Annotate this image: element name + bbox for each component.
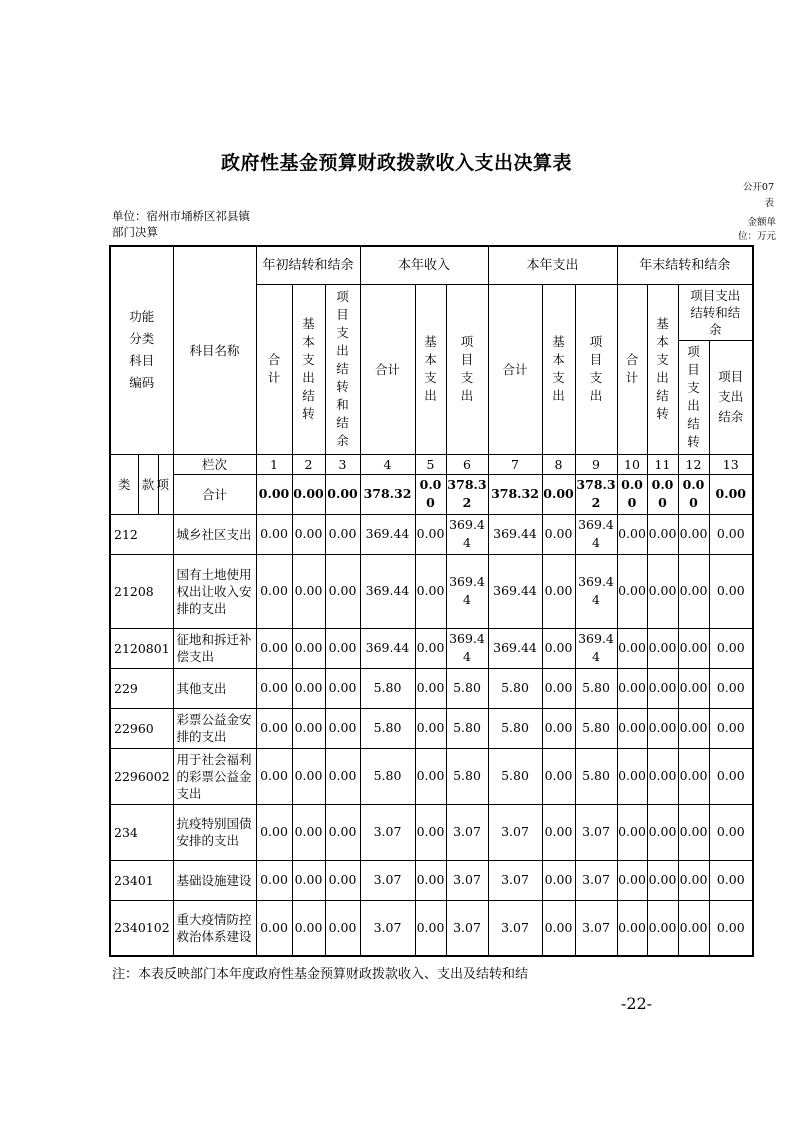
row-value: 0.00 — [325, 668, 360, 708]
row-value: 3.07 — [360, 860, 415, 900]
h-exp-basic: 基本支出 — [542, 284, 575, 454]
col-num: 11 — [647, 454, 678, 474]
row-value: 3.07 — [575, 804, 617, 860]
col-num: 6 — [446, 454, 488, 474]
budget-table — [109, 245, 754, 957]
row-value: 5.80 — [488, 708, 542, 748]
row-value: 5.80 — [360, 748, 415, 804]
row-value: 0.00 — [325, 900, 360, 956]
row-value: 0.00 — [617, 900, 647, 956]
total-cell: 0.00 — [542, 474, 575, 514]
h-begin-basic: 基本支出结转 — [292, 284, 325, 454]
row-value: 5.80 — [488, 668, 542, 708]
page-number: -22- — [620, 994, 653, 1013]
row-value: 0.00 — [292, 628, 325, 668]
row-value: 0.00 — [415, 900, 446, 956]
row-value: 0.00 — [709, 628, 753, 668]
row-value: 0.00 — [325, 628, 360, 668]
row-value: 0.00 — [678, 514, 709, 554]
document-title: 政府性基金预算财政拨款收入支出决算表 — [220, 152, 572, 174]
total-cell: 0.00 — [325, 474, 360, 514]
header-group-begin: 年初结转和结余 — [256, 246, 360, 284]
h-begin-proj: 项目支出结转和结余 — [325, 284, 360, 454]
row-value: 3.07 — [488, 900, 542, 956]
row-value: 5.80 — [446, 668, 488, 708]
row-value: 0.00 — [678, 748, 709, 804]
h-income-basic: 基本支出 — [415, 284, 446, 454]
row-value: 0.00 — [617, 708, 647, 748]
row-name: 城乡社区支出 — [173, 514, 256, 554]
row-value: 0.00 — [256, 900, 292, 956]
h-end-proj-carry: 项目支出结转 — [678, 340, 709, 454]
total-label: 合计 — [173, 474, 256, 514]
row-value: 0.00 — [617, 554, 647, 628]
h-end-total: 合计 — [617, 284, 647, 454]
table-body — [110, 514, 753, 956]
row-value: 0.00 — [292, 860, 325, 900]
row-value: 0.00 — [292, 708, 325, 748]
row-value: 0.00 — [709, 668, 753, 708]
row-value: 0.00 — [542, 860, 575, 900]
table-row — [110, 900, 753, 956]
row-value: 0.00 — [617, 804, 647, 860]
row-value: 0.00 — [542, 628, 575, 668]
h-begin-total: 合计 — [256, 284, 292, 454]
row-value: 0.00 — [325, 748, 360, 804]
row-value: 369.44 — [488, 514, 542, 554]
row-value: 0.00 — [678, 708, 709, 748]
h-end-basic: 基本支出结转 — [647, 284, 678, 454]
row-value: 0.00 — [709, 554, 753, 628]
row-code: 234 — [110, 804, 173, 860]
col-num: 12 — [678, 454, 709, 474]
total-cell: 0.00 — [292, 474, 325, 514]
h-end-proj-group: 项目支出结转和结余 — [678, 284, 753, 340]
header-name: 科目名称 — [173, 246, 256, 454]
row-value: 0.00 — [415, 804, 446, 860]
h-income-total: 合计 — [360, 284, 415, 454]
row-value: 0.00 — [292, 668, 325, 708]
row-value: 0.00 — [256, 804, 292, 860]
row-value: 3.07 — [575, 900, 617, 956]
footnote: 注：本表反映部门本年度政府性基金预算财政拨款收入、支出及结转和结 — [112, 967, 529, 982]
row-value: 3.07 — [360, 804, 415, 860]
row-value: 0.00 — [709, 748, 753, 804]
row-value: 369.44 — [360, 514, 415, 554]
row-value: 5.80 — [446, 748, 488, 804]
row-value: 3.07 — [488, 804, 542, 860]
row-value: 5.80 — [575, 748, 617, 804]
row-value: 5.80 — [575, 668, 617, 708]
row-value: 0.00 — [647, 708, 678, 748]
row-value: 0.00 — [647, 748, 678, 804]
row-value: 0.00 — [256, 748, 292, 804]
row-value: 3.07 — [446, 804, 488, 860]
col-num: 13 — [709, 454, 753, 474]
total-row — [110, 474, 753, 514]
total-cell: 0.00 — [709, 474, 753, 514]
row-value: 0.00 — [617, 514, 647, 554]
row-value: 0.00 — [709, 514, 753, 554]
row-value: 0.00 — [256, 668, 292, 708]
row-value: 0.00 — [292, 900, 325, 956]
row-value: 0.00 — [647, 900, 678, 956]
row-code: 212 — [110, 514, 173, 554]
row-value: 5.80 — [360, 668, 415, 708]
row-value: 0.00 — [542, 708, 575, 748]
header-lei: 类 — [110, 454, 138, 514]
row-value: 0.00 — [678, 628, 709, 668]
row-value: 0.00 — [678, 860, 709, 900]
row-value: 3.07 — [446, 900, 488, 956]
header-xiang: 项 — [158, 454, 173, 514]
total-cell: 378.32 — [488, 474, 542, 514]
col-num: 5 — [415, 454, 446, 474]
row-code: 22960 — [110, 708, 173, 748]
row-value: 0.00 — [325, 804, 360, 860]
money-unit: 金额单 位：万元 — [737, 217, 776, 242]
row-value: 0.00 — [415, 668, 446, 708]
row-code: 23401 — [110, 860, 173, 900]
table-row — [110, 668, 753, 708]
table-row — [110, 554, 753, 628]
row-value: 0.00 — [647, 668, 678, 708]
total-cell: 378.32 — [446, 474, 488, 514]
row-value: 369.44 — [488, 554, 542, 628]
total-cell: 0.00 — [678, 474, 709, 514]
row-value: 0.00 — [542, 804, 575, 860]
row-code: 2296002 — [110, 748, 173, 804]
row-value: 0.00 — [542, 900, 575, 956]
row-name: 抗疫特别国债安排的支出 — [173, 804, 256, 860]
row-value: 3.07 — [488, 860, 542, 900]
row-value: 0.00 — [647, 554, 678, 628]
row-code: 2120801 — [110, 628, 173, 668]
row-value: 0.00 — [325, 708, 360, 748]
row-value: 0.00 — [256, 514, 292, 554]
row-value: 0.00 — [292, 748, 325, 804]
row-code: 2340102 — [110, 900, 173, 956]
row-value: 0.00 — [256, 708, 292, 748]
row-value: 0.00 — [256, 554, 292, 628]
header-group-income: 本年收入 — [360, 246, 488, 284]
row-value: 3.07 — [446, 860, 488, 900]
row-value: 0.00 — [325, 514, 360, 554]
total-cell: 0.00 — [256, 474, 292, 514]
row-value: 0.00 — [709, 900, 753, 956]
total-cell: 0.00 — [415, 474, 446, 514]
col-num: 4 — [360, 454, 415, 474]
row-value: 0.00 — [256, 860, 292, 900]
header-kuan: 款 — [138, 454, 158, 514]
row-value: 0.00 — [542, 668, 575, 708]
h-end-proj-bal: 项目支出结余 — [709, 340, 753, 454]
row-value: 0.00 — [415, 860, 446, 900]
col-num: 7 — [488, 454, 542, 474]
row-value: 369.44 — [446, 554, 488, 628]
lanci-label: 栏次 — [173, 454, 256, 474]
row-name: 其他支出 — [173, 668, 256, 708]
total-cell: 378.32 — [360, 474, 415, 514]
header-group-expense: 本年支出 — [488, 246, 617, 284]
row-value: 369.44 — [360, 554, 415, 628]
row-value: 0.00 — [709, 804, 753, 860]
row-value: 0.00 — [647, 514, 678, 554]
row-value: 0.00 — [617, 860, 647, 900]
row-value: 3.07 — [575, 860, 617, 900]
row-value: 5.80 — [360, 708, 415, 748]
row-value: 0.00 — [617, 628, 647, 668]
row-name: 彩票公益金安排的支出 — [173, 708, 256, 748]
table-row — [110, 514, 753, 554]
col-num: 3 — [325, 454, 360, 474]
row-name: 征地和拆迁补偿支出 — [173, 628, 256, 668]
row-value: 0.00 — [617, 668, 647, 708]
row-value: 369.44 — [360, 628, 415, 668]
row-value: 5.80 — [446, 708, 488, 748]
row-value: 0.00 — [542, 748, 575, 804]
row-value: 369.44 — [488, 628, 542, 668]
table-row — [110, 804, 753, 860]
row-value: 0.00 — [292, 804, 325, 860]
total-cell: 378.32 — [575, 474, 617, 514]
row-value: 369.44 — [446, 514, 488, 554]
total-cell: 0.00 — [617, 474, 647, 514]
row-value: 0.00 — [678, 668, 709, 708]
row-value: 5.80 — [575, 708, 617, 748]
row-value: 0.00 — [678, 900, 709, 956]
col-num: 10 — [617, 454, 647, 474]
header-func-code: 功能分类科目编码 — [110, 246, 173, 454]
row-value: 0.00 — [647, 804, 678, 860]
row-value: 0.00 — [325, 860, 360, 900]
row-value: 0.00 — [709, 860, 753, 900]
h-exp-proj: 项目支出 — [575, 284, 617, 454]
col-num: 1 — [256, 454, 292, 474]
row-name: 重大疫情防控救治体系建设 — [173, 900, 256, 956]
col-num: 8 — [542, 454, 575, 474]
row-value: 0.00 — [678, 804, 709, 860]
row-value: 369.44 — [446, 628, 488, 668]
row-value: 0.00 — [256, 628, 292, 668]
row-name: 国有土地使用权出让收入安排的支出 — [173, 554, 256, 628]
row-value: 0.00 — [647, 628, 678, 668]
row-value: 0.00 — [709, 708, 753, 748]
table-row — [110, 748, 753, 804]
row-value: 369.44 — [575, 514, 617, 554]
row-value: 0.00 — [617, 748, 647, 804]
table-row — [110, 708, 753, 748]
row-value: 0.00 — [678, 554, 709, 628]
col-num: 9 — [575, 454, 617, 474]
row-value: 0.00 — [647, 860, 678, 900]
row-value: 0.00 — [542, 554, 575, 628]
row-value: 5.80 — [488, 748, 542, 804]
row-name: 基础设施建设 — [173, 860, 256, 900]
total-cell: 0.00 — [647, 474, 678, 514]
unit-label: 单位：宿州市埇桥区祁县镇部门决算 — [112, 209, 250, 239]
h-exp-total: 合计 — [488, 284, 542, 454]
row-value: 369.44 — [575, 628, 617, 668]
row-name: 用于社会福利的彩票公益金支出 — [173, 748, 256, 804]
row-value: 0.00 — [325, 554, 360, 628]
row-value: 0.00 — [542, 514, 575, 554]
row-code: 21208 — [110, 554, 173, 628]
row-value: 0.00 — [292, 554, 325, 628]
row-value: 0.00 — [415, 514, 446, 554]
table-row — [110, 628, 753, 668]
row-value: 0.00 — [415, 708, 446, 748]
row-value: 0.00 — [292, 514, 325, 554]
col-num: 2 — [292, 454, 325, 474]
row-value: 369.44 — [575, 554, 617, 628]
row-value: 3.07 — [360, 900, 415, 956]
row-value: 0.00 — [415, 554, 446, 628]
form-code: 公开07 表 — [742, 182, 774, 209]
h-income-proj: 项目支出 — [446, 284, 488, 454]
table-row — [110, 860, 753, 900]
header-group-end: 年末结转和结余 — [617, 246, 753, 284]
row-value: 0.00 — [415, 748, 446, 804]
row-value: 0.00 — [415, 628, 446, 668]
row-code: 229 — [110, 668, 173, 708]
